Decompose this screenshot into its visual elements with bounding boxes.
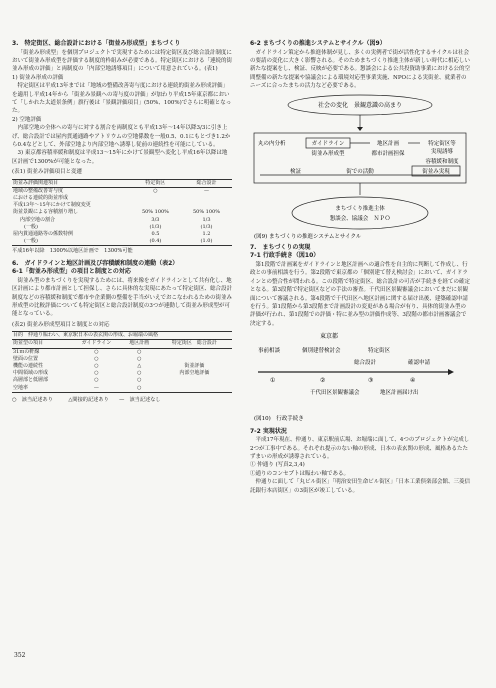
- table-cell: —: [203, 187, 209, 194]
- table-cell: (0.4): [130, 238, 181, 246]
- section-3-paragraph: 「街並み形成型」を個別プロジェクトで実現するためには特定街区及び総合設計制度において街並み形成型を評価する制度的枠組みが必要である。特定街区における「連続的街並み形成の評価」と両制度の「内部空地誘導項目」について用意されている。(表1): [12, 49, 233, 73]
- table-cell: ○: [153, 187, 158, 194]
- table-header-row: [12, 332, 232, 340]
- fig10-step-2: ②: [320, 377, 326, 385]
- table-cell: 31ｍの軒線: [13, 348, 40, 355]
- fig9-tokutei-label: 特定街区等: [428, 140, 456, 147]
- table-1-caption: (表1) 街並み評価項目と変遷: [12, 169, 83, 176]
- table-header-cell: 特定街区 総合設計: [171, 340, 217, 347]
- table-1-footer: 平成16年以降 1300%以地区計画で 1300%可能: [12, 248, 133, 255]
- promotion-ellipse: [292, 197, 428, 229]
- table-header-cell: 特定街区: [130, 179, 181, 187]
- fig9-toshi-label: 都市計画担保: [371, 150, 405, 157]
- table-row: [12, 187, 232, 195]
- arrow-head: [357, 127, 363, 131]
- fig10-tokutei-label: 特定街区: [368, 348, 391, 355]
- figure-9-diagram: [250, 91, 470, 241]
- table-cell: ○: [94, 355, 99, 362]
- section-6-1-heading: 6-1「街並み形成型」の項目と制度との対応: [12, 268, 131, 276]
- timeline-arrow-head: [448, 369, 454, 375]
- table-cell: [181, 195, 232, 202]
- fig9-kondankai-label: 懇談会、協議会 ＮＰＯ: [329, 215, 391, 222]
- table-cell: 街並景観による容積割り増し: [13, 209, 79, 216]
- table-cell: ○: [94, 363, 99, 370]
- fig9-marunouchi-label: 丸の内分析: [258, 140, 286, 147]
- table-header-cell: 総合設計: [181, 179, 232, 187]
- table-cell: 機能の連続性: [13, 363, 44, 370]
- table-cell: (1/3): [149, 223, 162, 230]
- left-column: [12, 40, 232, 404]
- table-header-cell: 目的 仲通り賑わい、東京駅日本の表玄関の形成、お堀端の風格: [12, 332, 232, 340]
- fig9-jitsugen-label: 実現誘導: [430, 148, 454, 155]
- table-cell: (一般): [24, 223, 38, 230]
- fig9-top-label: 社会の変化 景観意識の高まり: [317, 101, 403, 109]
- table-cell: 壁面の位置: [13, 355, 39, 362]
- table-cell: 地域の整備改善寄与度: [13, 187, 64, 194]
- fig9-guideline-label: ガイドライン: [311, 140, 345, 147]
- table-cell: 1.2: [202, 231, 211, 238]
- table-1: [12, 179, 232, 247]
- figure-9-caption: (図9) まちづくりの推進システムとサイクル: [254, 233, 362, 240]
- section-6-1-text: 街並み型のまちづくりを実現するためには、将来像をガイドラインとして共有化し、地区計画により都市計画として担保し、さらに具体的な実現にあたって特定街区、総合設計制度などの容積緩和制度で都市や企業側の整備を手当がいえでおこなわれるための街並み形成型の比較評価についても特定街区と総合設計制度の3つが連動して街並み形成型が可能となっている。: [12, 277, 233, 318]
- table-cell: 50% 100%: [192, 209, 220, 216]
- table-cell: 0.5: [151, 231, 160, 238]
- table-cell: ○: [137, 355, 142, 362]
- table-cell: 3/3: [151, 216, 160, 223]
- table-header-row: [12, 179, 232, 187]
- table-cell: △: [137, 363, 142, 370]
- table-cell: [157, 385, 232, 393]
- table-cell: 街並評価: [184, 363, 205, 370]
- table-header-cell: ガイドライン: [81, 340, 112, 347]
- section-7-1-text: 第1段階で計画案をガイドラインと地区計画への適合性を自主的に判断して作成し、行政との事前相談を行う。第2段階で東京都の「個別建て替え検討会」において、ガイドラインとの整合性が問われる。この段階で特定街区、総合設計の可否が手続きを経ての確定となる。第3段階で特定街区などの手法の審査。千代田区景観審議会においてまだに景観面について審議される。第4段階で千代田区へ地区計画に関する届け出後、建築確認申請を行う。第1段階から第3段階まで計画設計の変更がある場合が有り、具体的街並み型の評価が行われ、第1段階での評価・特に並み型の評価作成等、3段階の都市計画審議会で決定する。: [250, 261, 471, 327]
- section-7-2-text: 平成17年現在、仲通り、東京駅前広場、お堀端に面して、4つのプロジェクトが完成し2つが工事中である。それぞれ提示のない軸の形成、日本の表玄関の形成、風格あるたたずまいの形成が誘導されている。: [250, 437, 470, 460]
- table-cell: [157, 377, 232, 384]
- table-header-cell: 街並み評価関連項目: [12, 179, 130, 187]
- table-cell: 50% 100%: [141, 209, 169, 216]
- table-cell: (一般): [12, 238, 130, 246]
- fig9-kensho-label: 検証: [290, 168, 302, 175]
- table-2-caption: (表2) 街並み形成型項目と制度との対応: [12, 321, 110, 328]
- table-row: [12, 356, 232, 363]
- table-2: [12, 331, 232, 393]
- section-6-heading: 6. ガイドラインと地区計画及び容積緩和制度の連動（表2）: [12, 259, 179, 267]
- table-cell: [157, 348, 232, 356]
- table-cell: 中間領域の形成: [13, 370, 49, 377]
- table-header-cell: 地区計画: [129, 340, 150, 347]
- table-cell: 空地率: [12, 385, 71, 393]
- table-subheader-row: [12, 340, 232, 348]
- table-cell: ○: [122, 385, 157, 393]
- fig10-kakunin-label: 確認申請: [408, 360, 431, 367]
- section-7-2-text-2: 仲通りに面して「丸ビル街区」「明治安田生命ビル街区」「日本工業倶楽部会館、三菱信託銀行本店街区」の3街区が竣工している。: [250, 479, 471, 494]
- table-cell: ○: [137, 370, 142, 377]
- subsection-2-heading: 2) 空地評価: [12, 116, 42, 123]
- fig9-suishin-label: まちづくり推進主体: [335, 205, 385, 212]
- table-2-legend: ○ 該当記述あり △間接的記述あり — 該当記述なし: [12, 396, 161, 403]
- fig9-katsudo-label: 街での活動: [346, 168, 374, 175]
- section-6-2-text: ガイドライン策定から推進体制が見し、多くの実例者で街が活性化するサイクルは社会の要請の変化に大きく影響される。そのためまちづくり推進主体が新しい時代に相応しい新たな提案をし、検証、反映が必要である。懇談会による公共投資助事業における公的空間整備の新たな提案や協議会による環境対応型事業実施、NPOによる実街並、就業者のニーズに合ったまちの活力など必要である。: [250, 49, 471, 90]
- fig9-machinami-jitsugen-label: 街並み実現: [422, 168, 450, 175]
- fig10-sogo-label: 総合設計: [354, 360, 377, 367]
- table-row: [12, 348, 232, 356]
- subsection-2-text: 内部空地の全体への寄与に対する割合を両制度とも平成13年～14年以降3/3に引き上げ、総合設計では屋内貫通通路やアトリウムの空地係数を一般0.5、0.1にもとづき1.2から0.4などとして、外部空地より内部空地へ誘導し従前の連続性を可能にしている。: [12, 125, 231, 148]
- right-column: [250, 40, 470, 495]
- fig10-kobetsu-label: 個別建替検討会: [302, 348, 341, 355]
- table-cell: ○: [137, 377, 142, 384]
- fig9-machinami-label: 街並み形成型: [311, 150, 345, 157]
- table-cell: 内部空地の割合: [20, 216, 56, 223]
- figure-10-caption: (図10) 行政手続き: [254, 416, 304, 423]
- table-cell: [157, 356, 232, 363]
- table-cell: 1/3: [202, 216, 211, 223]
- section-7-heading: 7. まちづくりの実現: [250, 243, 311, 251]
- fig10-chiyoda-label: 千代田区景観審議会: [310, 390, 360, 397]
- table-cell: 平成13年～15年にかけて制度変更: [13, 202, 91, 209]
- section-3-heading: 3. 特定街区、総合設計における「街並み形成型」まちづくり: [12, 40, 181, 47]
- table-cell: 内部空地評価: [179, 370, 210, 377]
- table-header-cell: 街並型の項目: [13, 340, 44, 347]
- section-6-2-heading: 6-2 まちづくりの推進システムとサイクル（図9）: [250, 40, 386, 47]
- fig10-step-3: ③: [368, 377, 374, 385]
- table-cell: [130, 195, 181, 202]
- subsection-1-heading: 1) 街並み形成の評価: [12, 74, 64, 81]
- table-cell: における連続的街並形成: [13, 195, 69, 201]
- fig10-chikutodoke-label: 地区計画届け出: [380, 390, 419, 397]
- fig10-step-1: ①: [270, 377, 276, 385]
- table-cell: 屋内貫通通路等の係数特例: [13, 231, 74, 238]
- page-number: 352: [14, 652, 26, 659]
- table-row: [12, 377, 232, 384]
- table-row: [12, 238, 232, 246]
- subsection-1-text: 特定街区は平成13年までは「地域の整備改善寄与度における連続的街並み形成評価」を適用し平成14年から「街並み景観への寄与度の評価」が加わり平成15年東京都において「しかれた太道景条例」旗行後は「景観評価項目」(50%、100%)でさらに明確となった。: [12, 83, 232, 115]
- figure-10-diagram: [250, 328, 470, 424]
- section-7-1-heading: 7-1 行政手続き（図10）: [250, 252, 320, 260]
- table-row: [12, 385, 232, 393]
- table-cell: ○: [94, 348, 99, 355]
- fig10-step-4: ④: [410, 377, 416, 385]
- table-cell: 高層部と低層部: [13, 377, 49, 384]
- table-cell: ○: [94, 377, 99, 384]
- table-row: [12, 217, 232, 224]
- fig10-jizen-label: 事前相談: [258, 348, 281, 355]
- table-cell: (1/3): [200, 223, 213, 230]
- table-row: [12, 231, 232, 238]
- table-row: [12, 209, 232, 216]
- subsection-3-text: 3) 東京都容積率緩和制度は平成13～15年にかけて景観型へ変化し平成16年以降は地区計画で1300%が可能となった。: [12, 150, 228, 165]
- section-7-2-heading: 7-2 実現状況: [250, 427, 287, 435]
- fig10-tokyo-label: 東京都: [320, 333, 339, 341]
- table-cell: —: [71, 385, 122, 393]
- section-7-2-item-2: ①通りのコンセプトは賑わい軸である。: [250, 470, 350, 477]
- table-cell: (1.0): [181, 238, 232, 246]
- table-row: [12, 224, 232, 231]
- fig9-chiku-label: 地区計画: [376, 140, 400, 147]
- section-7-2-item-1: ① 仲通り (写真2,3,4): [250, 462, 305, 469]
- fig9-yoseki-label: 容積緩和制度: [425, 158, 459, 165]
- table-cell: ○: [94, 370, 99, 377]
- table-cell: ○: [137, 348, 142, 355]
